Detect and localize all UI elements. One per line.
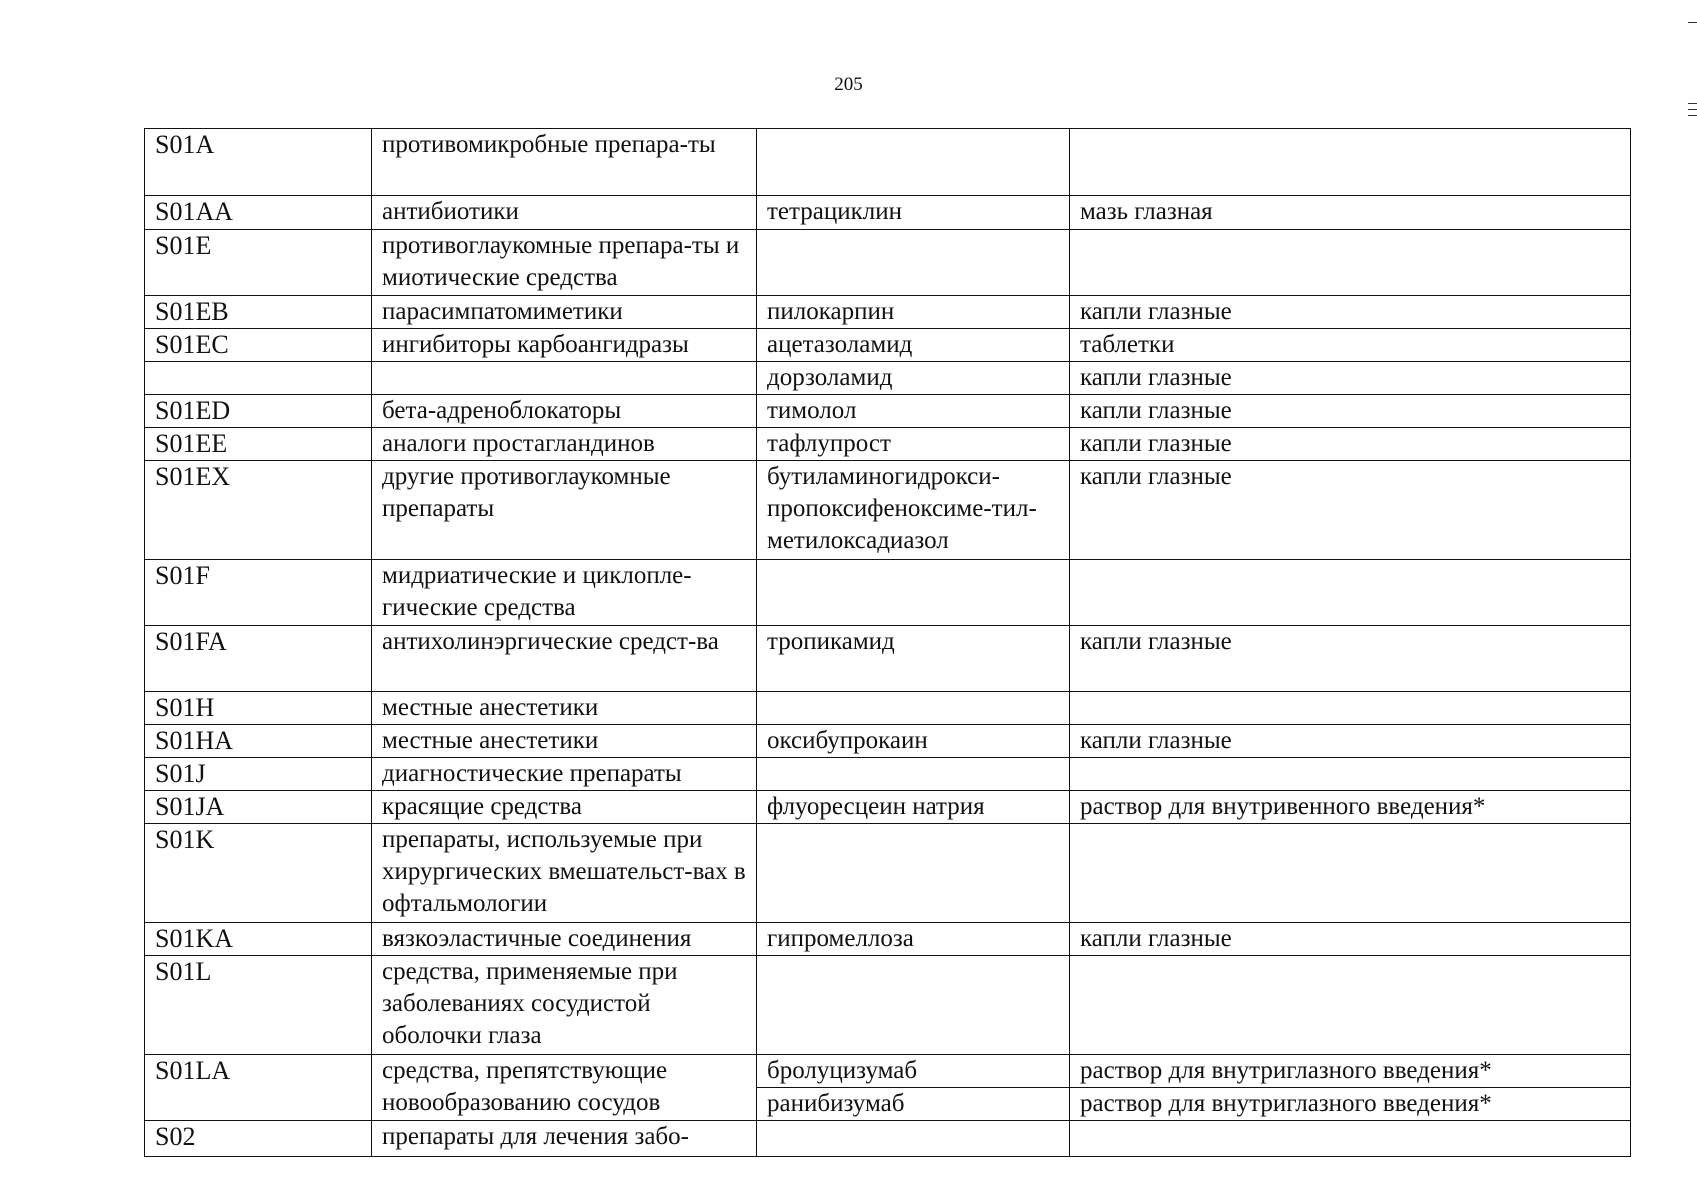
group-name-cell: местные анестетики [372, 725, 757, 758]
drug-name-cell [757, 758, 1070, 791]
drug-name-cell: тропикамид [757, 626, 1070, 692]
dosage-form-cell: таблетки [1070, 329, 1631, 362]
atc-code-cell: S01FA [145, 626, 372, 692]
group-name-cell: противомикробные препара-ты [372, 129, 757, 196]
atc-code-cell: S02 [145, 1121, 372, 1157]
dosage-form-cell: капли глазные [1070, 626, 1631, 692]
drug-name-cell: пилокарпин [757, 296, 1070, 329]
drug-name-cell: бролуцизумаб [757, 1055, 1070, 1088]
dosage-form-cell [1070, 129, 1631, 196]
atc-code-cell: S01H [145, 692, 372, 725]
atc-code-cell [145, 362, 372, 395]
dosage-form-cell [1070, 1121, 1631, 1157]
table-row [145, 956, 1631, 1055]
table-row [145, 824, 1631, 923]
dosage-form-cell: раствор для внутриглазного введения* [1070, 1088, 1631, 1121]
atc-code-cell: S01F [145, 560, 372, 626]
dosage-form-cell: капли глазные [1070, 428, 1631, 461]
group-name-cell: антибиотики [372, 196, 757, 230]
atc-code-cell: S01JA [145, 791, 372, 824]
dosage-form-cell: капли глазные [1070, 296, 1631, 329]
drug-name-cell: тафлупрост [757, 428, 1070, 461]
dosage-form-cell [1070, 560, 1631, 626]
group-name-cell: ингибиторы карбоангидразы [372, 329, 757, 362]
atc-code-cell: S01K [145, 824, 372, 923]
table-row [145, 626, 1631, 692]
table-row [145, 1055, 1631, 1088]
group-name-cell: антихолинэргические средст-ва [372, 626, 757, 692]
drug-name-cell: гипромеллоза [757, 923, 1070, 956]
table-row [145, 362, 1631, 395]
atc-code-cell: S01A [145, 129, 372, 196]
table-row [145, 560, 1631, 626]
table-row [145, 791, 1631, 824]
group-name-cell: средства, применяемые при заболеваниях сосудистой оболочки глаза [372, 956, 757, 1055]
drug-name-cell [757, 560, 1070, 626]
atc-code-cell: S01EC [145, 329, 372, 362]
table-row [145, 758, 1631, 791]
dosage-form-cell: мазь глазная [1070, 196, 1631, 230]
atc-code-cell: S01HA [145, 725, 372, 758]
atc-code-cell: S01EB [145, 296, 372, 329]
dosage-form-cell: капли глазные [1070, 461, 1631, 560]
page-edge-mark [1688, 22, 1697, 23]
group-name-cell: бета-адреноблокаторы [372, 395, 757, 428]
group-name-cell: местные анестетики [372, 692, 757, 725]
page-edge-mark [1688, 115, 1697, 116]
drug-name-cell: тетрациклин [757, 196, 1070, 230]
table-row [145, 725, 1631, 758]
table-row [145, 395, 1631, 428]
drug-name-cell: оксибупрокаин [757, 725, 1070, 758]
atc-code-cell: S01E [145, 230, 372, 296]
drug-name-cell [757, 230, 1070, 296]
table-row [145, 129, 1631, 196]
group-name-cell: аналоги простагландинов [372, 428, 757, 461]
drug-name-cell: дорзоламид [757, 362, 1070, 395]
dosage-form-cell [1070, 230, 1631, 296]
group-name-cell: средства, препятствующие новообразованию сосудов [372, 1055, 757, 1121]
drug-classification-table [144, 128, 1631, 1157]
drug-name-cell: флуоресцеин натрия [757, 791, 1070, 824]
group-name-cell: красящие средства [372, 791, 757, 824]
atc-code-cell: S01LA [145, 1055, 372, 1121]
dosage-form-cell: раствор для внутривенного введения* [1070, 791, 1631, 824]
atc-code-cell: S01ED [145, 395, 372, 428]
dosage-form-cell [1070, 758, 1631, 791]
table-row [145, 923, 1631, 956]
dosage-form-cell [1070, 692, 1631, 725]
drug-name-cell: бутиламиногидрокси-пропоксифеноксиме-тил-метилоксадиазол [757, 461, 1070, 560]
table-row [145, 329, 1631, 362]
atc-code-cell: S01L [145, 956, 372, 1055]
drug-name-cell: тимолол [757, 395, 1070, 428]
table-row [145, 196, 1631, 230]
page-number: 205 [834, 74, 863, 95]
group-name-cell: вязкоэластичные соединения [372, 923, 757, 956]
group-name-cell: диагностические препараты [372, 758, 757, 791]
dosage-form-cell [1070, 956, 1631, 1055]
drug-name-cell [757, 1121, 1070, 1157]
group-name-cell: препараты для лечения забо- [372, 1121, 757, 1157]
dosage-form-cell: капли глазные [1070, 725, 1631, 758]
dosage-form-cell: капли глазные [1070, 923, 1631, 956]
drug-name-cell [757, 692, 1070, 725]
table-row [145, 1121, 1631, 1157]
dosage-form-cell: раствор для внутриглазного введения* [1070, 1055, 1631, 1088]
table-row [145, 461, 1631, 560]
group-name-cell: другие противоглаукомные препараты [372, 461, 757, 560]
page-edge-mark [1688, 109, 1697, 110]
drug-name-cell: ацетазоламид [757, 329, 1070, 362]
group-name-cell [372, 362, 757, 395]
group-name-cell: мидриатические и циклопле-гические средства [372, 560, 757, 626]
atc-code-cell: S01KA [145, 923, 372, 956]
atc-code-cell: S01AA [145, 196, 372, 230]
dosage-form-cell: капли глазные [1070, 362, 1631, 395]
atc-code-cell: S01EE [145, 428, 372, 461]
atc-code-cell: S01EX [145, 461, 372, 560]
dosage-form-cell [1070, 824, 1631, 923]
group-name-cell: препараты, используемые при хирургических вмешательст-вах в офтальмологии [372, 824, 757, 923]
drug-name-cell [757, 956, 1070, 1055]
group-name-cell: парасимпатомиметики [372, 296, 757, 329]
atc-code-cell: S01J [145, 758, 372, 791]
dosage-form-cell: капли глазные [1070, 395, 1631, 428]
drug-name-cell [757, 129, 1070, 196]
group-name-cell: противоглаукомные препара-ты и миотические средства [372, 230, 757, 296]
page-edge-mark [1688, 103, 1697, 104]
table-row [145, 428, 1631, 461]
drug-name-cell [757, 824, 1070, 923]
table-row [145, 230, 1631, 296]
drug-name-cell: ранибизумаб [757, 1088, 1070, 1121]
table-row [145, 296, 1631, 329]
table-row [145, 692, 1631, 725]
